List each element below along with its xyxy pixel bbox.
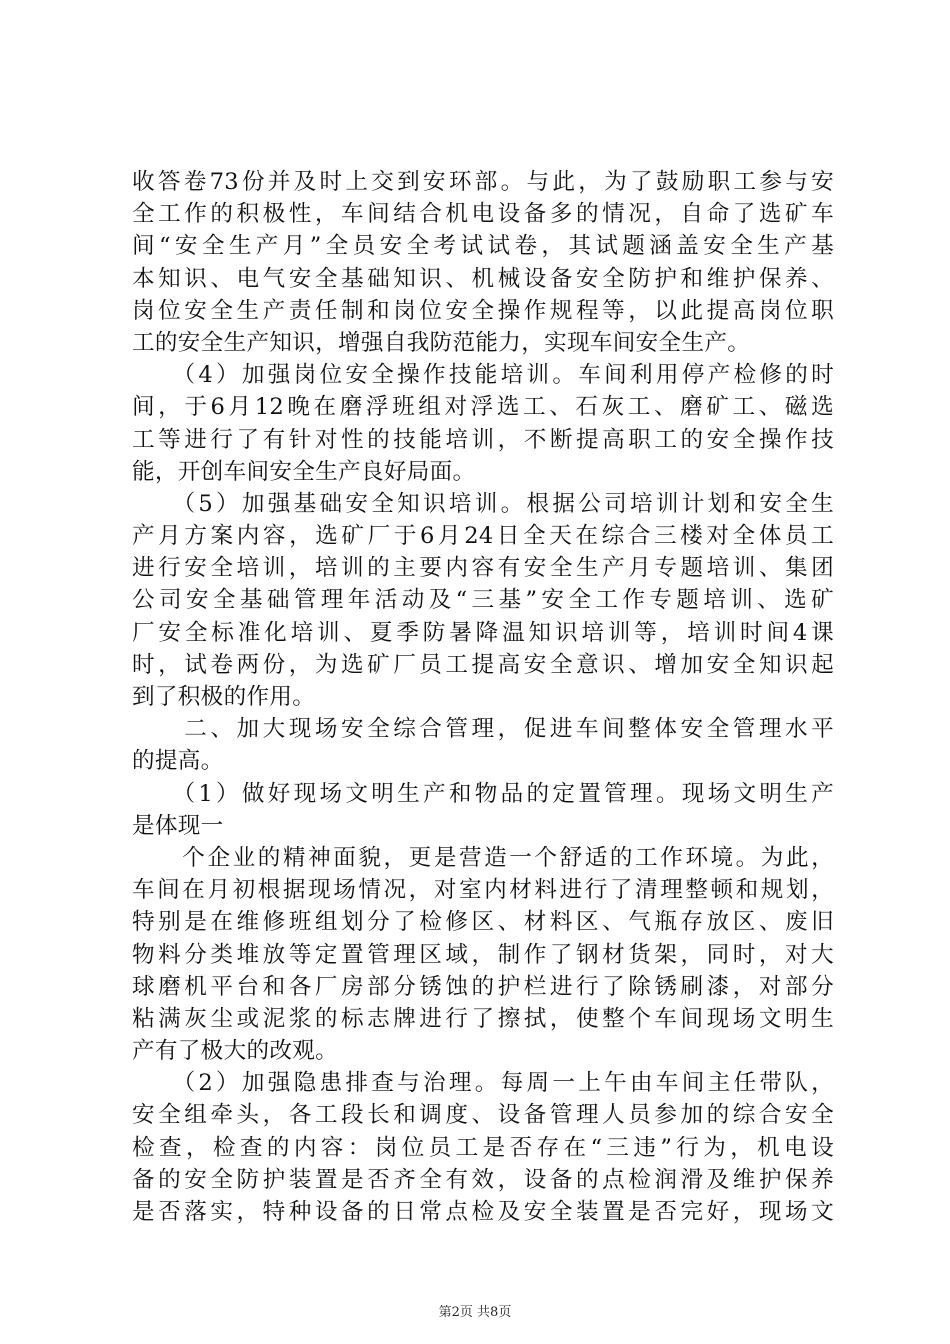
text-line: 个企业的精神面貌，更是营造一个舒适的工作环境。为此， [132,844,834,871]
text-line: 产有了极大的改观。 [132,1038,339,1065]
text-line: 进行安全培训，培训的主要内容有安全生产月专题培训、集团 [132,555,834,582]
text-line: 间“安全生产月”全员安全考试试卷，其试题涵盖安全生产基 [132,233,834,260]
text-line: 备的安全防护装置是否齐全有效，设备的点检润滑及维护保养 [132,1166,834,1193]
text-line: （2）加强隐患排查与治理。每周一上午由车间主任带队， [132,1070,834,1097]
text-line: 工的安全生产知识，增强自我防范能力，实现车间安全生产。 [132,329,751,356]
text-line: 特别是在维修班组划分了检修区、材料区、气瓶存放区、废旧 [132,909,834,936]
text-line: 安全组牵头，各工段长和调度、设备管理人员参加的综合安全 [132,1102,834,1129]
text-line: 物料分类堆放等定置管理区域，制作了钢材货架，同时，对大 [132,941,834,968]
text-line: （4）加强岗位安全操作技能培训。车间利用停产检修的时 [132,362,834,389]
page-footer: 第2页 共8页 [438,1305,512,1320]
text-line: 时，试卷两份，为选矿厂员工提高安全意识、增加安全知识起 [132,651,834,678]
text-line: 车间在月初根据现场情况，对室内材料进行了清理整顿和规划， [132,877,834,904]
text-line: 公司安全基础管理年活动及“三基”安全工作专题培训、选矿 [132,587,834,614]
text-line: 检查，检查的内容：岗位员工是否存在“三违”行为，机电设 [132,1134,834,1161]
text-line: 到了积极的作用。 [132,684,316,710]
text-line: 岗位安全生产责任制和岗位安全操作规程等，以此提高岗位职 [132,297,834,324]
text-line: 能，开创车间安全生产良好局面。 [132,458,476,485]
text-line: 二、加大现场安全综合管理，促进车间整体安全管理水平 [132,716,834,743]
text-line: 全工作的积极性，车间结合机电设备多的情况，自命了选矿车 [132,201,834,228]
text-line: 粘满灰尘或泥浆的标志牌进行了擦拭，使整个车间现场文明生 [132,1005,834,1032]
text-line: 工等进行了有针对性的技能培训，不断提高职工的安全操作技 [132,426,834,453]
text-line: 产月方案内容，选矿厂于6月24日全天在综合三楼对全体员工 [132,523,834,550]
text-line: 是体现一 [132,812,224,839]
text-line: 的提高。 [132,748,224,775]
text-line: 是否落实，特种设备的日常点检及安全装置是否完好，现场文 [132,1199,834,1225]
text-line: 厂安全标准化培训、夏季防暑降温知识培训等，培训时间4课 [132,619,834,646]
document-body [132,166,834,1228]
text-line: 球磨机平台和各厂房部分锈蚀的护栏进行了除锈刷漆，对部分 [132,973,834,1000]
text-line: （1）做好现场文明生产和物品的定置管理。现场文明生产 [132,780,834,807]
text-line: 本知识、电气安全基础知识、机械设备安全防护和维护保养、 [132,265,834,292]
text-line: 间，于6月12晚在磨浮班组对浮选工、石灰工、磨矿工、磁选 [132,394,834,421]
text-line: （5）加强基础安全知识培训。根据公司培训计划和安全生 [132,490,834,517]
text-line: 收答卷73份并及时上交到安环部。与此，为了鼓励职工参与安 [132,169,834,195]
